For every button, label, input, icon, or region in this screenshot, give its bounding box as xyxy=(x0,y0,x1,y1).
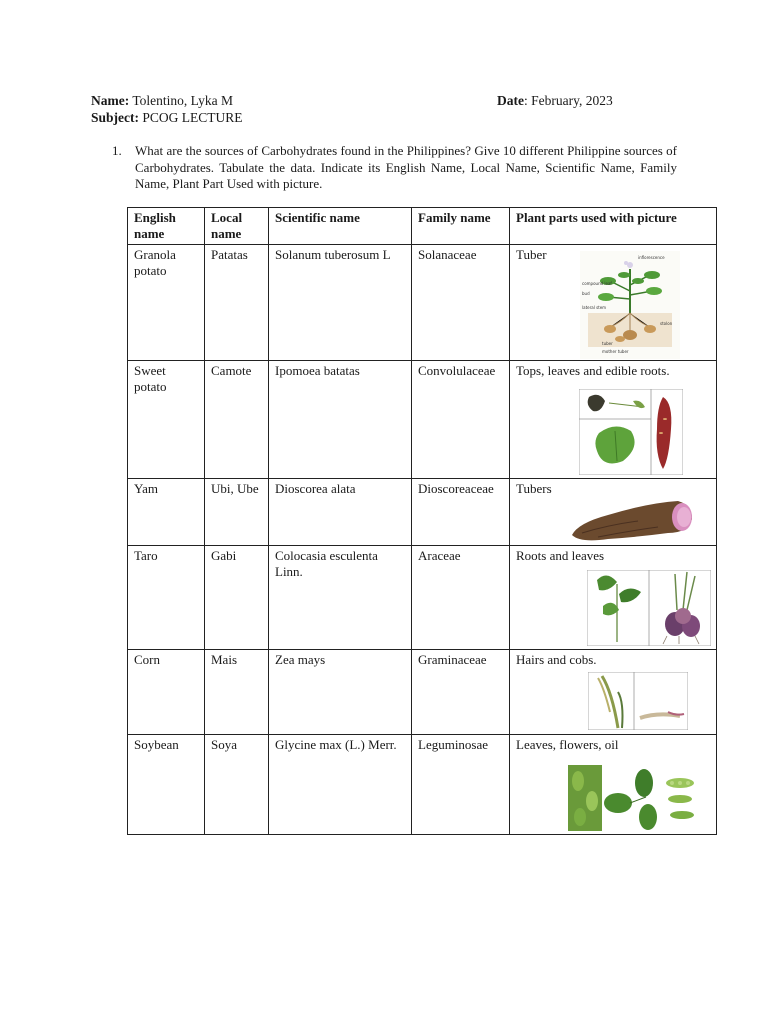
local-name: Patatas xyxy=(205,245,269,361)
plant-parts-cell xyxy=(510,361,717,479)
english-name: Soybean xyxy=(128,735,205,835)
english-name: Sweet potato xyxy=(128,361,205,479)
family-name: Araceae xyxy=(412,546,510,650)
family-name: Convolulaceae xyxy=(412,361,510,479)
col-header-scientific: Scientific name xyxy=(269,208,412,245)
local-name: Gabi xyxy=(205,546,269,650)
carbohydrate-sources-table xyxy=(127,207,717,835)
local-name: Camote xyxy=(205,361,269,479)
plant-parts-cell xyxy=(510,650,717,735)
corn-image xyxy=(588,672,688,730)
diagram-label: tuber xyxy=(602,341,613,346)
table-row xyxy=(128,735,717,835)
question-text: What are the sources of Carbohydrates found in the Philippines? Give 10 different Philippine sources of Carbohydrates. Tabulate the data. Indicate its English Name, Local Name, Scientific Name, Family Name, Plant Part Used with picture. xyxy=(135,143,677,191)
question-number: 1. xyxy=(112,143,122,158)
table-header-row xyxy=(128,208,717,245)
sweet-potato-image xyxy=(579,389,683,475)
plant-parts-text: Tubers xyxy=(516,481,552,496)
table-row xyxy=(128,245,717,361)
plant-parts-cell xyxy=(510,245,717,361)
student-name: Name: Tolentino, Lyka M xyxy=(91,93,234,108)
family-name: Solanaceae xyxy=(412,245,510,361)
table-row xyxy=(128,361,717,479)
local-name: Ubi, Ube xyxy=(205,479,269,546)
plant-parts-cell xyxy=(510,546,717,650)
plant-parts-text: Tuber xyxy=(516,247,547,262)
table-row xyxy=(128,546,717,650)
potato-plant-image xyxy=(580,251,680,359)
family-name: Leguminosae xyxy=(412,735,510,835)
english-name: Granola potato xyxy=(128,245,205,361)
english-name: Yam xyxy=(128,479,205,546)
scientific-name: Colocasia esculenta Linn. xyxy=(269,546,412,650)
diagram-label: mother tuber xyxy=(602,349,629,354)
diagram-label: inflorescence xyxy=(638,255,665,260)
english-name: Corn xyxy=(128,650,205,735)
plant-parts-cell xyxy=(510,735,717,835)
scientific-name: Solanum tuberosum L xyxy=(269,245,412,361)
plant-parts-text: Leaves, flowers, oil xyxy=(516,737,619,752)
scientific-name: Glycine max (L.) Merr. xyxy=(269,735,412,835)
date: Date: February, 2023 xyxy=(497,93,613,108)
diagram-label: compound leaf xyxy=(582,281,612,286)
subject: Subject: PCOG LECTURE xyxy=(91,110,243,125)
col-header-local: Local name xyxy=(205,208,269,245)
question-1 xyxy=(112,143,677,193)
family-name: Dioscoreaceae xyxy=(412,479,510,546)
plant-parts-text: Hairs and cobs. xyxy=(516,652,597,667)
scientific-name: Dioscorea alata xyxy=(269,479,412,546)
family-name: Graminaceae xyxy=(412,650,510,735)
english-name: Taro xyxy=(128,546,205,650)
scientific-name: Zea mays xyxy=(269,650,412,735)
taro-image xyxy=(587,570,711,646)
scientific-name: Ipomoea batatas xyxy=(269,361,412,479)
diagram-label: lateral stem xyxy=(582,305,607,310)
yam-image xyxy=(568,495,698,545)
table-row xyxy=(128,650,717,735)
local-name: Soya xyxy=(205,735,269,835)
col-header-english: English name xyxy=(128,208,205,245)
local-name: Mais xyxy=(205,650,269,735)
diagram-label: bud xyxy=(582,291,590,296)
plant-parts-cell xyxy=(510,479,717,546)
table-row xyxy=(128,479,717,546)
diagram-label: stolon xyxy=(660,321,673,326)
col-header-family: Family name xyxy=(412,208,510,245)
plant-parts-text: Roots and leaves xyxy=(516,548,605,563)
col-header-parts: Plant parts used with picture xyxy=(510,208,717,245)
soybean-image xyxy=(568,765,696,831)
plant-parts-text: Tops, leaves and edible roots. xyxy=(516,363,670,378)
